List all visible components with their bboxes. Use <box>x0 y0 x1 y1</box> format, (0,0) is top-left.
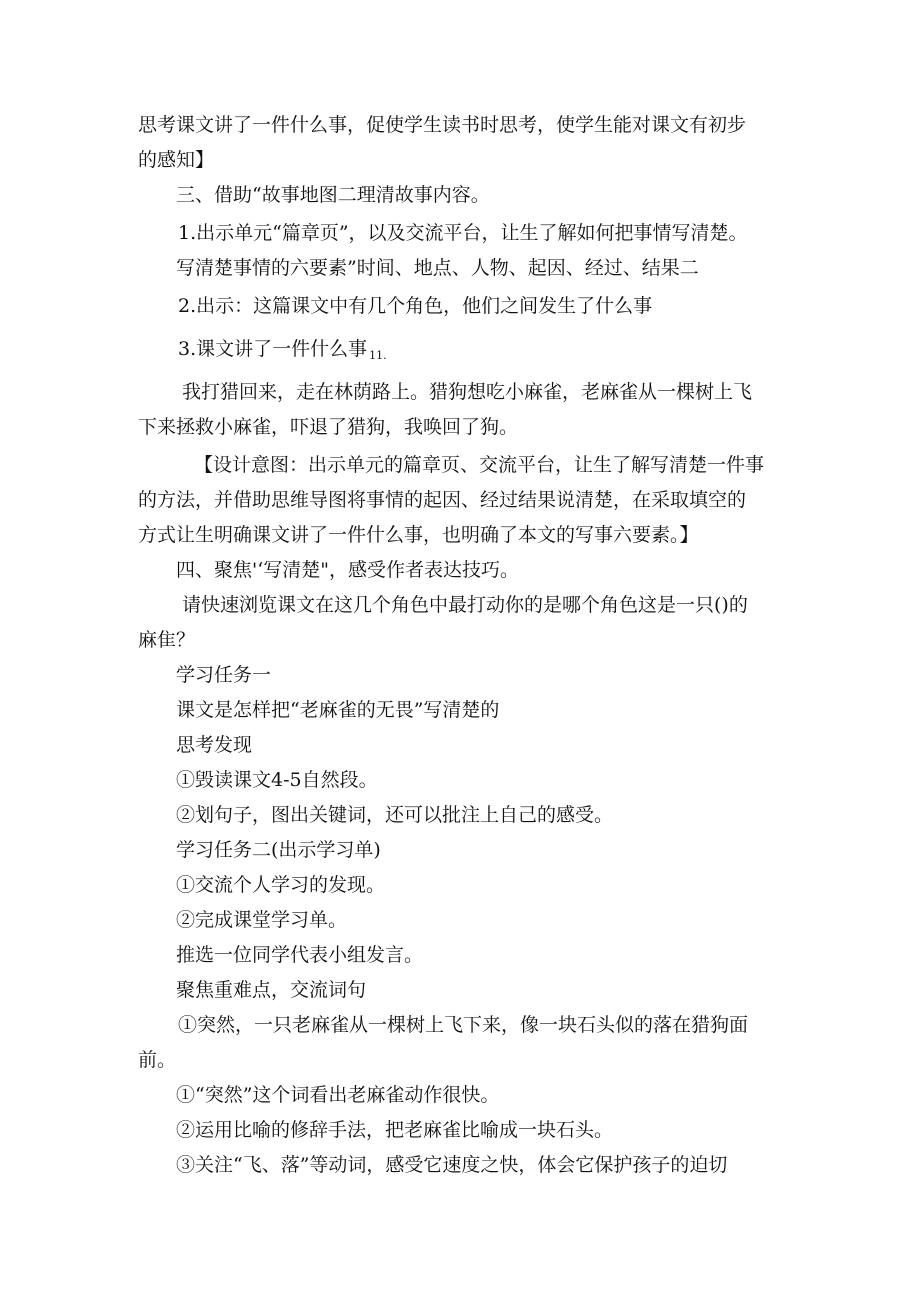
text-line-subscript: 11. <box>369 349 387 362</box>
text-line: 2.出示：这篇课文中有几个角色，他们之间发生了什么事 <box>178 295 653 317</box>
design-intent-line: 的方法，并借助思维导图将事情的起因、经过结果说清楚，在采取填空的 <box>138 489 747 511</box>
text-line: 思考发现 <box>176 734 253 756</box>
text-line: 请快速浏览课文在这几个角色中最打动你的是哪个角色这是一只()的 <box>182 594 748 616</box>
list-item: ①突然，一只老麻雀从一棵树上飞下来，像一块石头似的落在猎狗面 <box>178 1014 749 1036</box>
text-line: 1.出示单元“篇章页”，以及交流平台，让生了解如何把事情写清楚。 <box>178 222 748 244</box>
task-heading: 学习任务一 <box>176 664 272 686</box>
text-line: 课文是怎样把“老麻雀的无畏”写清楚的 <box>176 699 500 721</box>
text-line: 推选一位同学代表小组发言。 <box>176 944 424 966</box>
text-line: 的感知】 <box>138 149 215 171</box>
text-line: 聚焦重难点，交流词句 <box>176 979 367 1001</box>
section-heading: 四、聚焦'‘写清楚"，感受作者表达技巧。 <box>176 559 520 581</box>
list-item: ②完成课堂学习单。 <box>176 909 348 931</box>
text-line: 思考课文讲了一件什么事，促使学生读书时思考，使学生能对课文有初步 <box>138 114 747 136</box>
list-item: ①“突然”这个词看出老麻雀动作很快。 <box>176 1084 500 1106</box>
list-item: ①毁读课文4-5自然段。 <box>176 769 378 791</box>
text-line: 麻隹？ <box>138 629 196 651</box>
text-line: 下来拯救小麻雀，吓退了猎狗，我唤回了狗。 <box>138 416 519 438</box>
list-item: ②划句子，图出关键词，还可以批注上自己的感受。 <box>176 804 614 826</box>
document-body <box>138 108 798 1183</box>
text-line: 前。 <box>138 1049 177 1071</box>
text-line <box>138 332 798 367</box>
list-item: ②运用比喻的修辞手法，把老麻雀比喻成一块石头。 <box>176 1119 614 1141</box>
list-item: ③关注“飞、落”等动词，感受它速度之快，体会它保护孩子的迫切 <box>176 1154 728 1176</box>
design-intent-line: 方式让生明确课文讲了一件什么事，也明确了本文的写事六要素。】 <box>138 524 699 546</box>
task-heading: 学习任务二(出示学习单) <box>176 839 381 861</box>
text-line: 我打猎回来，走在林荫路上。猎狗想吃小麻雀，老麻雀从一棵树上飞 <box>182 381 753 403</box>
list-item: ①交流个人学习的发现。 <box>176 874 386 896</box>
section-heading: 三、借助“故事地图二理清故事内容。 <box>176 184 490 206</box>
design-intent-line: 【设计意图：出示单元的篇章页、交流平台，让生了解写清楚一件事 <box>194 454 765 476</box>
text-line-main: 3.课文讲了一件什么事 <box>178 338 368 360</box>
text-line: 写清楚事情的六要素”时间、地点、人物、起因、经过、结果二 <box>176 257 699 279</box>
